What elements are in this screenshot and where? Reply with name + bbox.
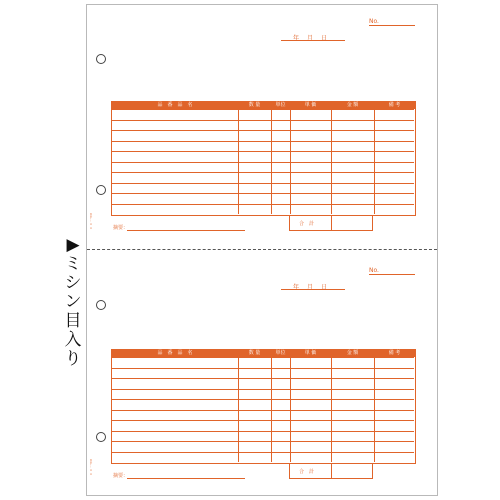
row-rule — [112, 120, 414, 121]
row-rule — [112, 357, 414, 358]
row-rule — [112, 410, 414, 411]
side-label-char: シ — [64, 273, 82, 293]
col-header-qty: 数 量 — [238, 350, 271, 357]
binder-hole — [96, 432, 106, 442]
row-rule — [112, 183, 414, 184]
items-table — [111, 101, 416, 216]
row-rule — [112, 431, 414, 432]
upper-form — [87, 5, 437, 249]
row-rule — [112, 130, 414, 131]
row-rule — [112, 368, 414, 369]
memo-label: 摘要： — [113, 225, 129, 231]
row-rule — [112, 378, 414, 379]
date-line — [281, 289, 345, 290]
row-rule — [112, 441, 414, 442]
total-label: 合 計 — [299, 469, 315, 475]
row-rule — [112, 204, 414, 205]
number-label: No. — [369, 18, 379, 25]
date-label: 年 月 日 — [293, 35, 329, 42]
form-sheet — [86, 4, 438, 496]
row-rule — [112, 399, 414, 400]
col-header-remarks: 備 考 — [374, 350, 415, 357]
memo-line — [127, 230, 245, 231]
side-label-char: ミ — [64, 254, 82, 274]
form-code: ＢＰ－×× — [89, 213, 93, 231]
col-header-unit: 単位 — [271, 350, 290, 357]
col-header-amount: 金 額 — [331, 102, 374, 109]
row-rule — [112, 109, 414, 110]
form-code: ＢＰ－×× — [89, 459, 93, 477]
side-label-char: り — [64, 349, 82, 369]
binder-hole — [96, 300, 106, 310]
col-header-price: 単 価 — [290, 102, 331, 109]
arrow-icon: ▶ — [66, 235, 80, 255]
row-rule — [112, 420, 414, 421]
date-label: 年 月 日 — [293, 284, 329, 291]
side-label-char: 入 — [64, 330, 82, 350]
side-label-char: 目 — [64, 311, 82, 331]
row-rule — [112, 151, 414, 152]
number-line — [369, 274, 415, 275]
col-header-remarks: 備 考 — [374, 102, 415, 109]
items-table — [111, 349, 416, 464]
total-label: 合 計 — [299, 221, 315, 227]
row-rule — [112, 389, 414, 390]
row-rule — [112, 193, 414, 194]
perforation-label — [62, 236, 84, 369]
col-header-qty: 数 量 — [238, 102, 271, 109]
binder-hole — [96, 185, 106, 195]
side-label-char: ン — [64, 292, 82, 312]
col-header-price: 単 価 — [290, 350, 331, 357]
row-rule — [112, 141, 414, 142]
binder-hole — [96, 54, 106, 64]
number-label: No. — [369, 267, 379, 274]
col-header-amount: 金 額 — [331, 350, 374, 357]
date-line — [281, 40, 345, 41]
col-header-item: 品 番 品 名 — [112, 102, 238, 109]
row-rule — [112, 172, 414, 173]
col-header-item: 品 番 品 名 — [112, 350, 238, 357]
total-divider — [331, 464, 332, 478]
row-rule — [112, 452, 414, 453]
number-line — [369, 25, 415, 26]
row-rule — [112, 162, 414, 163]
lower-form — [87, 249, 437, 495]
total-divider — [331, 216, 332, 230]
col-header-unit: 単位 — [271, 102, 290, 109]
memo-line — [127, 478, 245, 479]
memo-label: 摘要： — [113, 473, 129, 479]
